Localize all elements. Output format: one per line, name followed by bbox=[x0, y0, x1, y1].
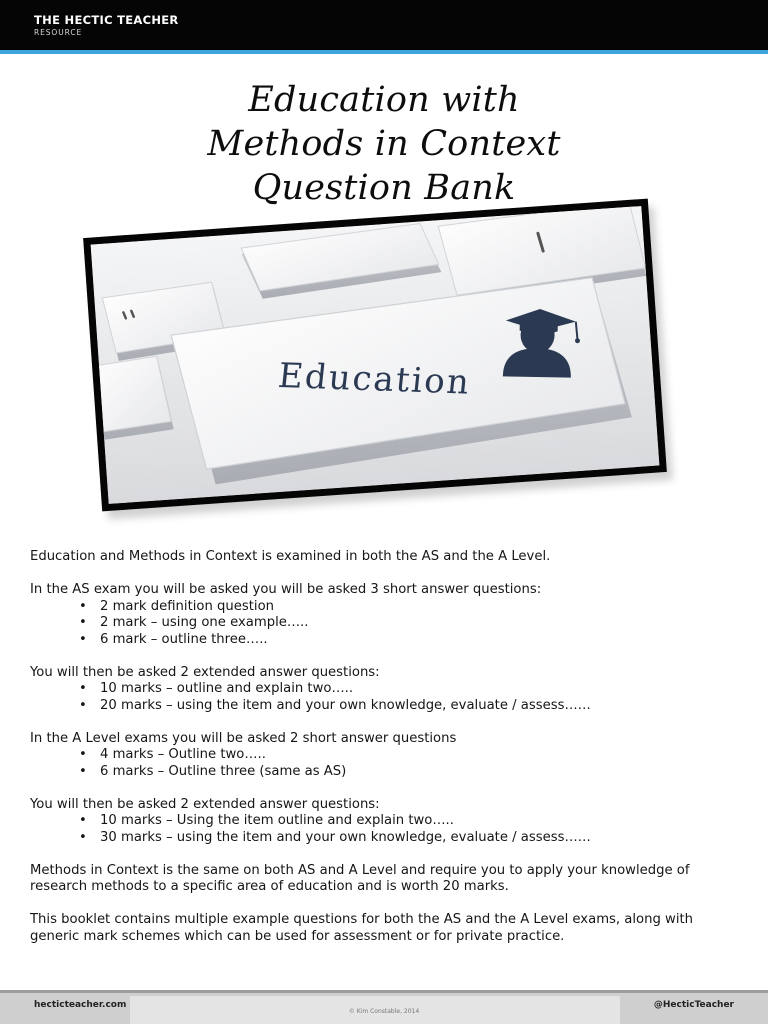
alevel-short-list bbox=[30, 747, 730, 780]
footer-website: hecticteacher.com bbox=[34, 1000, 127, 1010]
list-item: • 2 mark – using one example….. bbox=[79, 615, 730, 632]
footer-divider bbox=[0, 990, 768, 993]
image-frame bbox=[83, 199, 667, 512]
brand-name: THE HECTIC TEACHER bbox=[34, 13, 179, 27]
as-short-section bbox=[30, 582, 730, 648]
alevel-extended-section bbox=[30, 797, 730, 847]
keyboard-illustration bbox=[91, 206, 660, 504]
as-extended-section bbox=[30, 665, 730, 715]
list-item: • 4 marks – Outline two….. bbox=[79, 747, 730, 764]
intro-paragraph: Education and Methods in Context is examined in both the AS and the A Level. bbox=[30, 549, 551, 564]
brand-logo bbox=[34, 14, 179, 38]
list-item: • 2 mark definition question bbox=[79, 599, 730, 616]
list-item: • 20 marks – using the item and your own knowledge, evaluate / assess…… bbox=[79, 698, 730, 715]
title-line-2: Methods in Context bbox=[207, 124, 561, 164]
as-short-list bbox=[30, 599, 730, 649]
page-title bbox=[0, 78, 768, 210]
alevel-short-section bbox=[30, 731, 730, 781]
methods-in-context-paragraph: Methods in Context is the same on both AS and A Level and require you to apply your knowledge of research methods to a specific area of education and is worth 20 marks. bbox=[30, 862, 690, 894]
list-item: • 6 marks – Outline three (same as AS) bbox=[79, 764, 730, 781]
education-keyboard-image bbox=[92, 218, 662, 500]
alevel-extended-list bbox=[30, 813, 730, 846]
list-item: • 10 marks – outline and explain two….. bbox=[79, 681, 730, 698]
footer-copyright: © Kim Constable, 2014 bbox=[348, 1008, 420, 1015]
brand-subtitle: RESOURCE bbox=[34, 28, 83, 37]
as-extended-intro: You will then be asked 2 extended answer questions: bbox=[30, 664, 380, 680]
alevel-extended-intro: You will then be asked 2 extended answer questions: bbox=[30, 796, 380, 812]
body-content bbox=[30, 549, 730, 962]
education-key-label: Education bbox=[276, 356, 473, 403]
footer-handle: @HecticTeacher bbox=[653, 1000, 734, 1010]
as-extended-list bbox=[30, 681, 730, 714]
title-line-1: Education with bbox=[248, 80, 520, 120]
alevel-short-intro: In the A Level exams you will be asked 2 short answer questions bbox=[30, 730, 457, 746]
list-item: • 30 marks – using the item and your own knowledge, evaluate / assess…… bbox=[79, 830, 730, 847]
as-short-intro: In the AS exam you will be asked you will be asked 3 short answer questions: bbox=[30, 582, 542, 597]
list-item: • 6 mark – outline three….. bbox=[79, 632, 730, 649]
title-line-3: Question Bank bbox=[252, 168, 516, 208]
booklet-paragraph: This booklet contains multiple example questions for both the AS and the A Level exams, along with generic mark schemes which can be used for assessment or for private practice. bbox=[30, 912, 694, 944]
header-accent-line bbox=[0, 50, 768, 54]
list-item: • 10 marks – Using the item outline and explain two….. bbox=[79, 813, 730, 830]
